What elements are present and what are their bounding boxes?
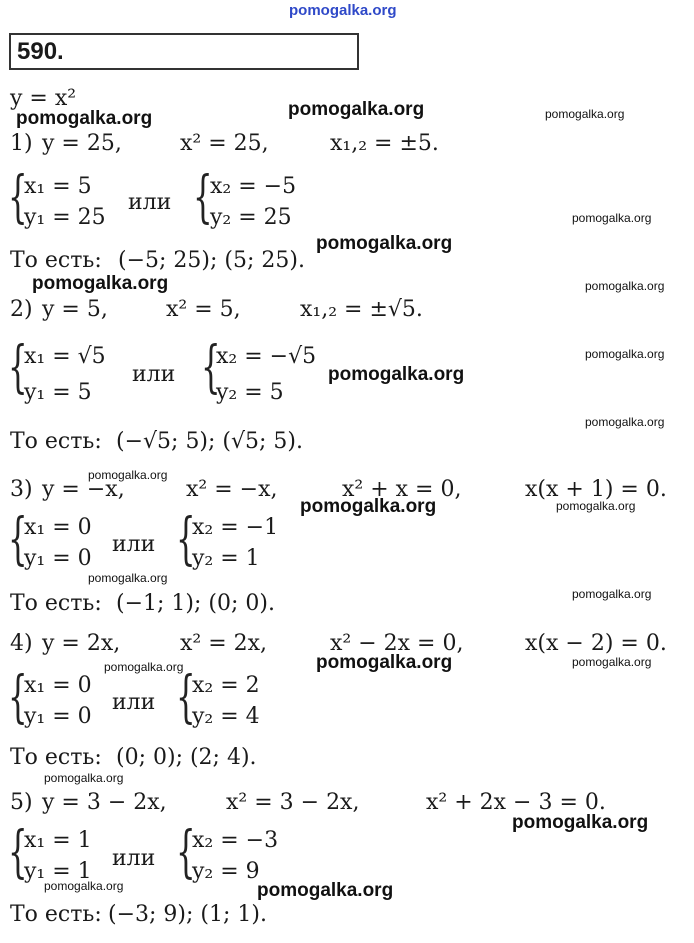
watermark: pomogalka.org xyxy=(316,233,453,254)
part-2-eq1: y = 5, xyxy=(42,297,108,322)
watermark: pomogalka.org xyxy=(288,99,425,120)
function-def: y = x² xyxy=(10,86,77,111)
watermark: pomogalka.org xyxy=(545,107,625,121)
part-4-brace-1: { xyxy=(8,665,28,730)
task-number: 590. xyxy=(17,38,64,65)
part-1-number: 1) xyxy=(10,131,33,156)
part-4-eq4: x(x − 2) = 0. xyxy=(525,631,667,656)
part-5-sys2-row2: y₂ = 9 xyxy=(192,859,260,884)
watermark: pomogalka.org xyxy=(257,880,394,901)
watermark: pomogalka.org xyxy=(104,660,184,674)
part-1-eq1: y = 25, xyxy=(42,131,122,156)
part-4-eq3: x² − 2x = 0, xyxy=(330,631,464,656)
part-3-eq2: x² = −x, xyxy=(186,477,278,502)
part-5-result-prefix: То есть: xyxy=(10,902,102,927)
watermark: pomogalka.org xyxy=(44,771,124,785)
part-4-number: 4) xyxy=(10,631,33,656)
part-5-result: (−3; 9); (1; 1). xyxy=(108,902,267,927)
part-2-brace-2: { xyxy=(201,335,221,400)
part-1-sys1-row2: y₁ = 25 xyxy=(24,205,106,230)
part-3-or: или xyxy=(112,532,156,557)
watermark: pomogalka.org xyxy=(556,499,636,513)
watermark: pomogalka.org xyxy=(585,415,665,429)
part-4-brace-2: { xyxy=(176,665,196,730)
watermark: pomogalka.org xyxy=(585,347,665,361)
part-4-result-prefix: То есть: xyxy=(10,745,102,770)
part-3-eq1: y = −x, xyxy=(42,477,125,502)
part-3-result-prefix: То есть: xyxy=(10,591,102,616)
watermark: pomogalka.org xyxy=(328,364,465,385)
part-2-result-prefix: То есть: xyxy=(10,429,102,454)
watermark: pomogalka.org xyxy=(572,211,652,225)
part-5-sys1-row2: y₁ = 1 xyxy=(24,859,92,884)
watermark: pomogalka.org xyxy=(572,587,652,601)
part-1-eq3: x₁,₂ = ±5. xyxy=(330,131,439,156)
part-2-eq2: x² = 5, xyxy=(166,297,241,322)
part-5-or: или xyxy=(112,846,156,871)
watermark: pomogalka.org xyxy=(316,652,453,673)
part-5-brace-1: { xyxy=(8,820,28,885)
part-1-sys2-row2: y₂ = 25 xyxy=(210,205,292,230)
part-1-brace-1: { xyxy=(8,165,28,230)
task-header xyxy=(9,33,359,70)
part-4-sys1-row1: x₁ = 0 xyxy=(24,673,92,698)
watermark: pomogalka.org xyxy=(88,571,168,585)
watermark: pomogalka.org xyxy=(44,879,124,893)
watermark: pomogalka.org xyxy=(585,279,665,293)
part-4-sys1-row2: y₁ = 0 xyxy=(24,704,92,729)
watermark: pomogalka.org xyxy=(32,273,169,294)
part-1-brace-2: { xyxy=(193,165,213,230)
part-5-number: 5) xyxy=(10,790,33,815)
part-1-eq2: x² = 25, xyxy=(180,131,269,156)
part-4-eq2: x² = 2x, xyxy=(180,631,268,656)
part-1-sys2-row1: x₂ = −5 xyxy=(210,174,297,199)
part-1-result: (−5; 25); (5; 25). xyxy=(118,248,305,273)
watermark: pomogalka.org xyxy=(88,468,168,482)
part-4-eq1: y = 2x, xyxy=(42,631,121,656)
part-5-sys2-row1: x₂ = −3 xyxy=(192,828,279,853)
part-1-or: или xyxy=(128,190,172,215)
part-2-sys1-row1: x₁ = √5 xyxy=(24,344,106,369)
watermark: pomogalka.org xyxy=(16,108,153,129)
part-3-brace-1: { xyxy=(8,507,28,572)
watermark: pomogalka.org xyxy=(512,812,649,833)
part-2-or: или xyxy=(132,362,176,387)
part-4-sys2-row1: x₂ = 2 xyxy=(192,673,260,698)
part-4-or: или xyxy=(112,690,156,715)
watermark: pomogalka.org xyxy=(300,496,437,517)
watermark: pomogalka.org xyxy=(572,655,652,669)
part-3-result: (−1; 1); (0; 0). xyxy=(116,591,275,616)
part-3-eq3: x² + x = 0, xyxy=(342,477,462,502)
watermark-top: pomogalka.org xyxy=(289,2,397,19)
part-2-result: (−√5; 5); (√5; 5). xyxy=(116,429,303,454)
part-3-brace-2: { xyxy=(176,507,196,572)
part-3-number: 3) xyxy=(10,477,33,502)
part-5-eq3: x² + 2x − 3 = 0. xyxy=(426,790,606,815)
part-4-sys2-row2: y₂ = 4 xyxy=(192,704,260,729)
part-4-result: (0; 0); (2; 4). xyxy=(116,745,257,770)
part-5-eq2: x² = 3 − 2x, xyxy=(226,790,360,815)
part-3-sys2-row1: x₂ = −1 xyxy=(192,515,279,540)
part-2-sys2-row1: x₂ = −√5 xyxy=(216,344,317,369)
part-2-eq3: x₁,₂ = ±√5. xyxy=(300,297,423,322)
part-2-number: 2) xyxy=(10,297,33,322)
part-2-brace-1: { xyxy=(8,335,28,400)
part-5-brace-2: { xyxy=(176,820,196,885)
part-3-sys2-row2: y₂ = 1 xyxy=(192,546,260,571)
part-2-sys2-row2: y₂ = 5 xyxy=(216,380,284,405)
part-5-sys1-row1: x₁ = 1 xyxy=(24,828,92,853)
part-3-eq4: x(x + 1) = 0. xyxy=(525,477,667,502)
part-3-sys1-row1: x₁ = 0 xyxy=(24,515,92,540)
part-3-sys1-row2: y₁ = 0 xyxy=(24,546,92,571)
part-1-sys1-row1: x₁ = 5 xyxy=(24,174,92,199)
part-2-sys1-row2: y₁ = 5 xyxy=(24,380,92,405)
part-1-result-prefix: То есть: xyxy=(10,248,102,273)
part-5-eq1: y = 3 − 2x, xyxy=(42,790,167,815)
